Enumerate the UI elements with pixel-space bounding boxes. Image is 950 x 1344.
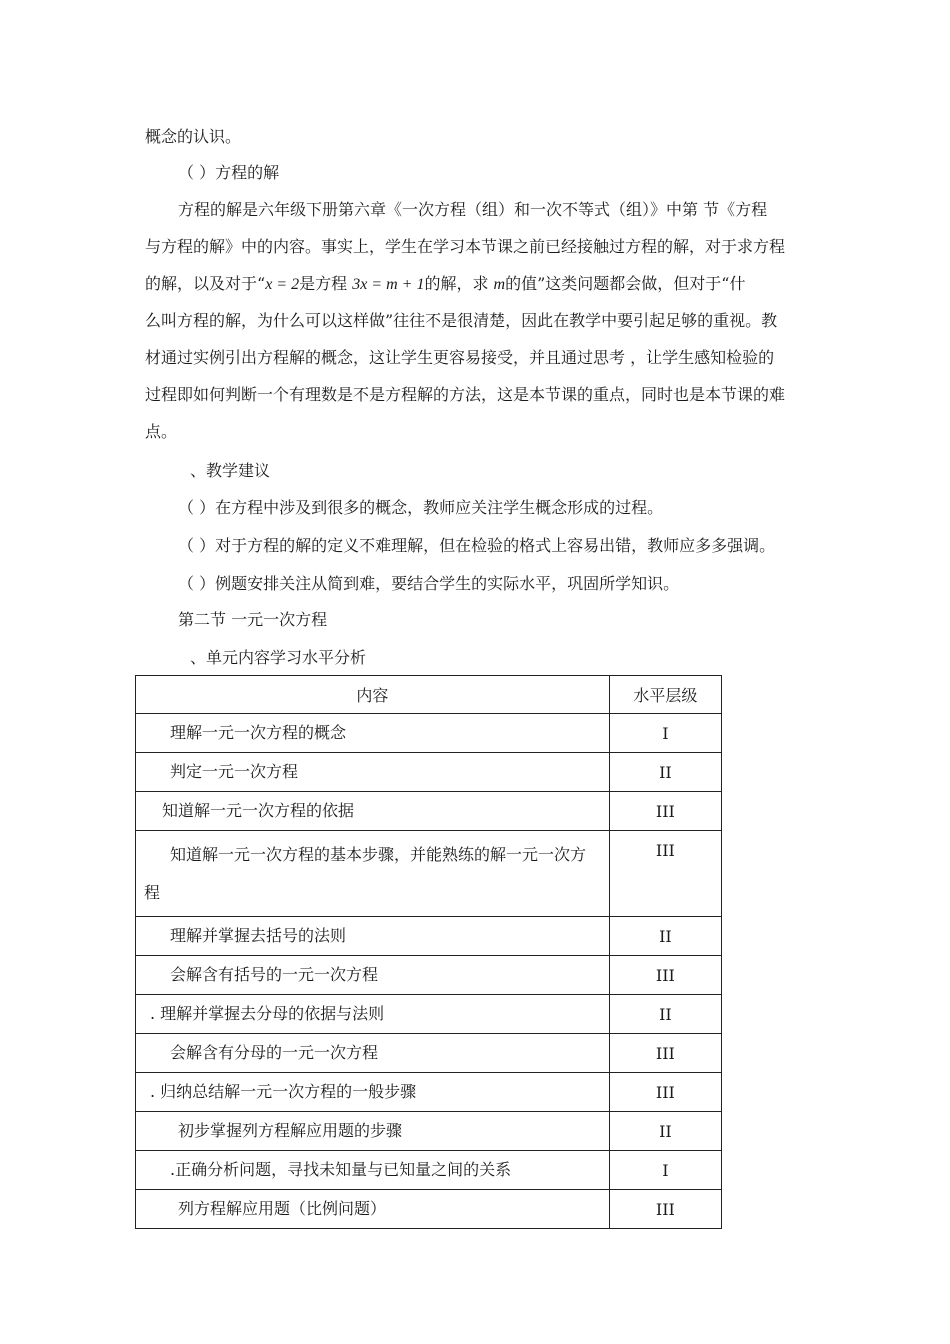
level-cell: II <box>609 1112 721 1151</box>
text-span: 的解，以及对于“ <box>145 274 266 293</box>
content-text: 会解含有括号的一元一次方程 <box>170 965 379 984</box>
content-text-continued: 程 <box>144 882 161 902</box>
content-text: 初步掌握列方程解应用题的步骤 <box>178 1121 403 1140</box>
suggestion-item: （ ）例题安排关注从简到难，要结合学生的实际水平，巩固所学知识。 <box>178 574 680 593</box>
math-expression: m <box>493 276 506 293</box>
content-cell <box>136 1073 610 1112</box>
content-cell <box>136 792 610 831</box>
table-header-row <box>136 676 722 714</box>
suggestion-item: （ ）在方程中涉及到很多的概念，教师应关注学生概念形成的过程。 <box>178 498 664 517</box>
section-heading: 、单元内容学习水平分析 <box>190 648 367 667</box>
content-cell <box>136 995 610 1034</box>
subsection-heading: （ ）方程的解 <box>178 163 280 182</box>
paragraph-line: 过程即如何判断一个有理数是不是方程解的方法，这是本节课的重点，同时也是本节课的难 <box>145 385 786 404</box>
content-text: 知道解一元一次方程的基本步骤，并能熟练的解一元一次方 <box>170 844 587 864</box>
table-row <box>136 1112 722 1151</box>
content-text: 会解含有分母的一元一次方程 <box>170 1043 379 1062</box>
content-text: 判定一元一次方程 <box>170 762 299 781</box>
level-cell: III <box>609 792 721 831</box>
content-cell <box>136 1112 610 1151</box>
content-cell <box>136 1151 610 1190</box>
level-cell: III <box>609 1073 721 1112</box>
text-span: 的解，求 <box>424 274 494 293</box>
paragraph-line: 方程的解是六年级下册第六章《一次方程（组）和一次不等式（组）》中第 节《方程 <box>178 200 768 219</box>
learning-level-table <box>135 675 722 1229</box>
section-heading: 、教学建议 <box>190 461 271 480</box>
content-cell <box>136 1034 610 1073</box>
paragraph-line: 点。 <box>145 422 178 441</box>
content-cell <box>136 917 610 956</box>
content-cell <box>136 956 610 995</box>
table-row <box>136 995 722 1034</box>
level-cell: III <box>609 956 721 995</box>
paragraph-line-with-math <box>145 274 810 295</box>
table-row <box>136 917 722 956</box>
level-cell: III <box>609 831 721 917</box>
content-cell <box>136 1190 610 1229</box>
text-line: 概念的认识。 <box>145 127 242 146</box>
content-cell <box>136 753 610 792</box>
content-text: . 归纳总结解一元一次方程的一般步骤 <box>150 1082 417 1101</box>
content-text: . 理解并掌握去分母的依据与法则 <box>150 1004 385 1023</box>
table-row <box>136 956 722 995</box>
content-text: .正确分析问题，寻找未知量与已知量之间的关系 <box>170 1160 512 1179</box>
level-cell: II <box>609 753 721 792</box>
column-header-level: 水平层级 <box>609 676 721 714</box>
table-row <box>136 714 722 753</box>
content-text: 知道解一元一次方程的依据 <box>162 801 355 820</box>
level-cell: II <box>609 995 721 1034</box>
column-header-content: 内容 <box>136 676 610 714</box>
table-row <box>136 1034 722 1073</box>
chapter-section-title: 第二节 一元一次方程 <box>178 610 328 629</box>
content-cell <box>136 831 610 917</box>
level-cell: III <box>609 1034 721 1073</box>
table-row <box>136 1190 722 1229</box>
table-row <box>136 792 722 831</box>
math-expression: x = 2 <box>265 276 300 293</box>
paragraph-line: 材通过实例引出方程解的概念，这让学生更容易接受，并且通过思考 ，让学生感知检验的 <box>145 348 775 367</box>
table-row <box>136 1073 722 1112</box>
level-cell: I <box>609 1151 721 1190</box>
content-cell <box>136 714 610 753</box>
level-cell: II <box>609 917 721 956</box>
paragraph-line: 与方程的解》中的内容。事实上，学生在学习本节课之前已经接触过方程的解，对于求方程 <box>145 237 786 256</box>
text-span: 的值”这类问题都会做，但对于“什 <box>505 274 746 293</box>
table-row <box>136 1151 722 1190</box>
math-expression: 3x = m + 1 <box>352 276 425 293</box>
table-row <box>136 753 722 792</box>
content-text: 理解一元一次方程的概念 <box>170 723 347 742</box>
content-text: 列方程解应用题（比例问题） <box>178 1199 387 1218</box>
level-cell: III <box>609 1190 721 1229</box>
suggestion-item: （ ）对于方程的解的定义不难理解，但在检验的格式上容易出错，教师应多多强调。 <box>178 536 776 555</box>
content-text: 理解并掌握去括号的法则 <box>170 926 347 945</box>
level-cell: I <box>609 714 721 753</box>
table-row <box>136 831 722 917</box>
text-span: 是方程 <box>299 274 353 293</box>
paragraph-line: 么叫方程的解，为什么可以这样做”往往不是很清楚，因此在教学中要引起足够的重视。教 <box>145 311 778 330</box>
